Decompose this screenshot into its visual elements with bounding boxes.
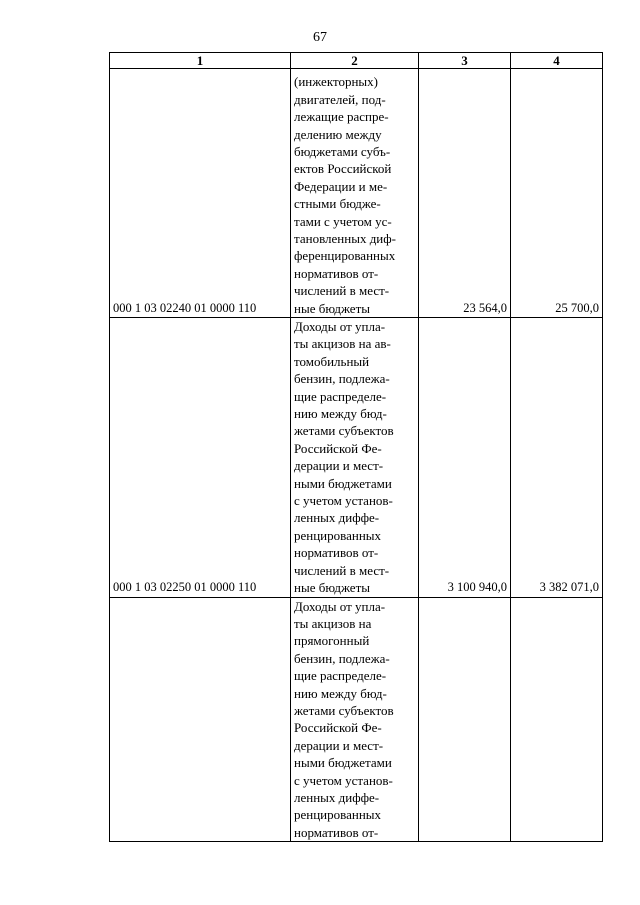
- amount-year-2: [511, 597, 603, 842]
- amount-year-1: 23 564,0: [419, 69, 511, 318]
- budget-revenue-table: [109, 52, 603, 842]
- column-header-2: 2: [291, 53, 419, 69]
- budget-classification-code: 000 1 03 02240 01 0000 110: [110, 69, 291, 318]
- column-header-1: 1: [110, 53, 291, 69]
- revenue-name: Доходы от упла- ты акцизов на ав- томобильный бензин, подлежа- щие распределе- нию между бюд- жетами субъектов Российской Фе- дерации и мест- ными бюджетами с учетом установ- ленных диффе- ренцированных нормативов от- числений в мест- ные бюджеты: [291, 318, 419, 598]
- amount-year-1: [419, 597, 511, 842]
- revenue-name: Доходы от упла- ты акцизов на прямогонный бензин, подлежа- щие распределе- нию между бюд- жетами субъектов Российской Фе- дерации и мест- ными бюджетами с учетом установ- ленных диффе- ренцированных нормативов от-: [291, 597, 419, 842]
- page-number: 67: [313, 30, 327, 45]
- table-header-row: [110, 53, 603, 69]
- budget-classification-code: 000 1 03 02250 01 0000 110: [110, 318, 291, 598]
- amount-year-1: 3 100 940,0: [419, 318, 511, 598]
- revenue-name: (инжекторных) двигателей, под- лежащие распре- делению между бюджетами субъ- ектов Российской Федерации и ме- стными бюдже- тами с учетом ус- тановленных диф- ференцированных нормативов от- числений в мест- ные бюджеты: [291, 69, 419, 318]
- amount-year-2: 3 382 071,0: [511, 318, 603, 598]
- amount-year-2: 25 700,0: [511, 69, 603, 318]
- table-row: [110, 597, 603, 842]
- table-row: [110, 69, 603, 318]
- budget-classification-code: [110, 597, 291, 842]
- table-row: [110, 318, 603, 598]
- column-header-4: 4: [511, 53, 603, 69]
- column-header-3: 3: [419, 53, 511, 69]
